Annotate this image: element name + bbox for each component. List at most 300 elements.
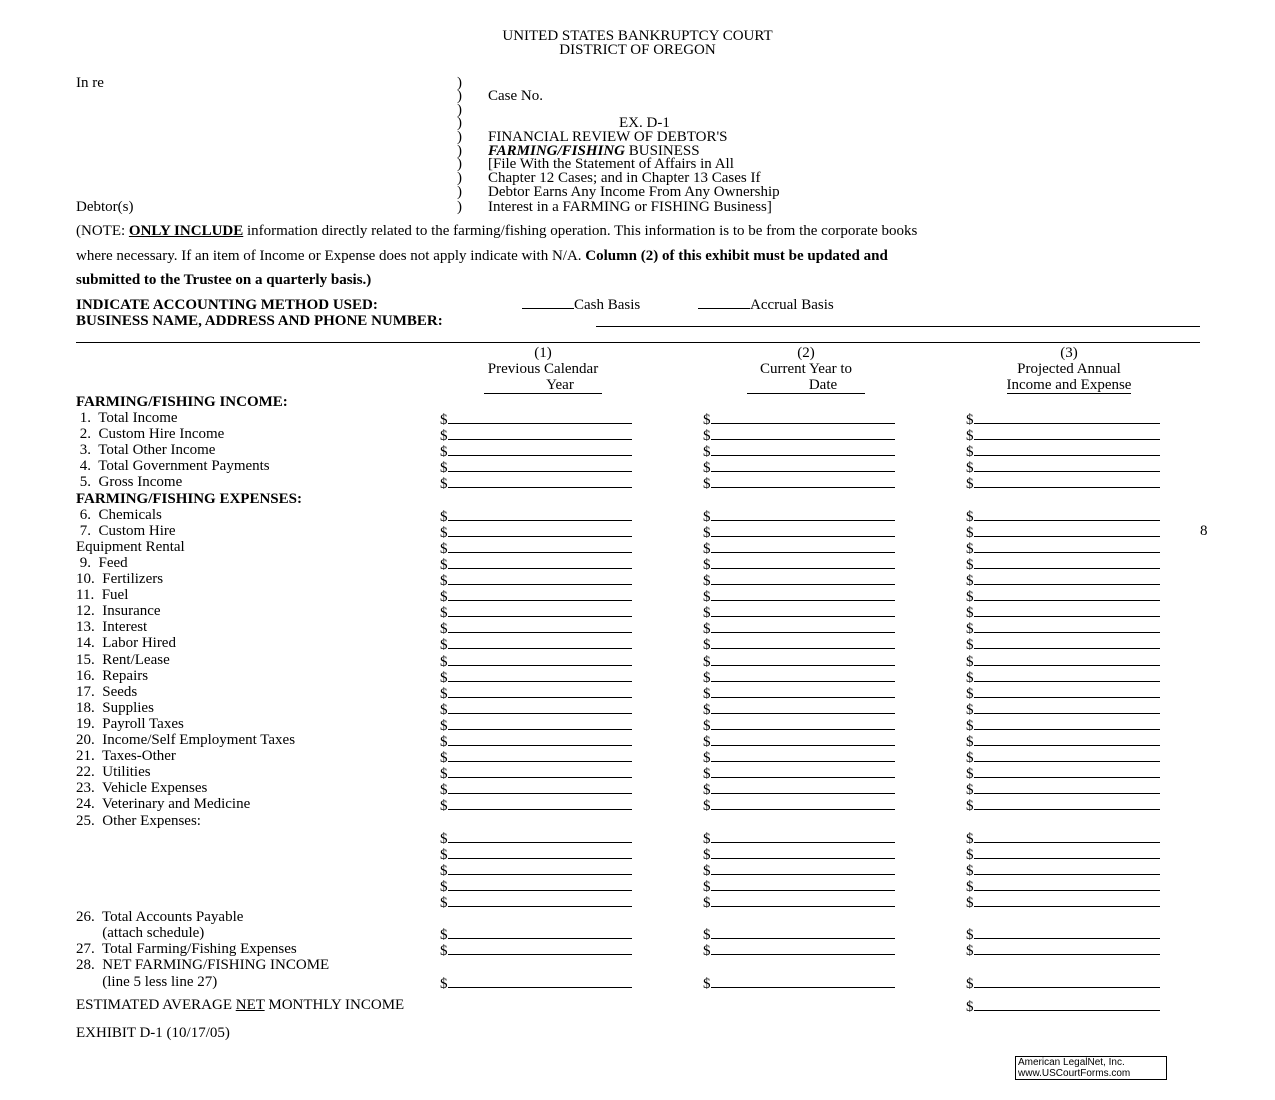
amount-field-col1[interactable]: [440, 941, 632, 959]
amount-blank[interactable]: [448, 893, 632, 907]
dollar-sign: $: [703, 895, 711, 911]
dollar-sign: $: [440, 412, 448, 428]
dollar-sign: $: [703, 412, 711, 428]
dollar-sign: $: [966, 412, 974, 428]
amount-blank[interactable]: [974, 539, 1160, 553]
amount-blank[interactable]: [448, 635, 632, 649]
amount-blank[interactable]: [974, 829, 1160, 843]
dollar-sign: $: [440, 557, 448, 573]
amount-blank[interactable]: [711, 748, 895, 762]
amount-blank[interactable]: [448, 684, 632, 698]
dollar-sign: $: [440, 976, 448, 992]
dollar-sign: $: [703, 879, 711, 895]
amount-blank[interactable]: [448, 941, 632, 955]
dollar-sign: $: [966, 718, 974, 734]
dollar-sign: $: [703, 605, 711, 621]
dollar-sign: $: [440, 943, 448, 959]
note-line2-bold: Column (2) of this exhibit must be updated and: [585, 248, 888, 264]
dollar-sign: $: [440, 573, 448, 589]
amount-blank[interactable]: [448, 619, 632, 633]
amount-blank[interactable]: [448, 571, 632, 585]
case-number-label: Case No.: [488, 88, 543, 104]
amount-blank[interactable]: [974, 925, 1160, 939]
caption-paren: ): [457, 129, 462, 145]
dollar-sign: $: [703, 863, 711, 879]
line-item-label: 14. Labor Hired: [76, 635, 176, 651]
amount-blank[interactable]: [974, 458, 1160, 472]
amount-blank[interactable]: [448, 458, 632, 472]
amount-blank[interactable]: [448, 748, 632, 762]
line-item-label: 27. Total Farming/Fishing Expenses: [76, 941, 297, 957]
amount-blank[interactable]: [711, 829, 895, 843]
caption-paren: ): [457, 75, 462, 91]
amount-blank[interactable]: [974, 861, 1160, 875]
amount-blank[interactable]: [711, 635, 895, 649]
column-2-title-line2: Date: [747, 378, 865, 394]
caption-paren: ): [457, 184, 462, 200]
dollar-sign: $: [440, 654, 448, 670]
amount-blank[interactable]: [974, 997, 1160, 1011]
form-title-rest: BUSINESS: [625, 143, 700, 159]
amount-blank[interactable]: [448, 829, 632, 843]
dollar-sign: $: [440, 734, 448, 750]
dollar-sign: $: [966, 444, 974, 460]
caption-paren: ): [457, 156, 462, 172]
amount-blank[interactable]: [711, 845, 895, 859]
line-item-label: 7. Custom Hire: [76, 523, 176, 539]
dollar-sign: $: [703, 589, 711, 605]
column-1-number: (1): [534, 345, 552, 361]
amount-blank[interactable]: [711, 732, 895, 746]
dollar-sign: $: [966, 734, 974, 750]
dollar-sign: $: [966, 557, 974, 573]
exhibit-footer: EXHIBIT D-1 (10/17/05): [76, 1025, 230, 1041]
amount-blank[interactable]: [711, 587, 895, 601]
caption-paren: ): [457, 102, 462, 118]
dollar-sign: $: [966, 798, 974, 814]
column-header-3: [966, 345, 1172, 394]
line-item-label: 20. Income/Self Employment Taxes: [76, 732, 296, 748]
dollar-sign: $: [440, 670, 448, 686]
dollar-sign: $: [440, 895, 448, 911]
amount-blank[interactable]: [974, 619, 1160, 633]
dollar-sign: $: [966, 525, 974, 541]
amount-blank[interactable]: [711, 684, 895, 698]
dollar-sign: $: [966, 621, 974, 637]
dollar-sign: $: [440, 798, 448, 814]
dollar-sign: $: [440, 605, 448, 621]
amount-blank[interactable]: [448, 410, 632, 424]
amount-blank[interactable]: [974, 877, 1160, 891]
amount-blank[interactable]: [974, 668, 1160, 682]
dollar-sign: $: [703, 637, 711, 653]
amount-blank[interactable]: [448, 925, 632, 939]
dollar-sign: $: [440, 879, 448, 895]
form-title-line1: FINANCIAL REVIEW OF DEBTOR'S: [488, 129, 728, 145]
amount-blank[interactable]: [448, 668, 632, 682]
amount-blank[interactable]: [711, 442, 895, 456]
note-only-include: ONLY INCLUDE: [128, 223, 244, 239]
dollar-sign: $: [966, 847, 974, 863]
amount-blank[interactable]: [974, 555, 1160, 569]
instructions-line1: [File With the Statement of Affairs in All: [488, 156, 734, 172]
dollar-sign: $: [966, 573, 974, 589]
line-item-label: 5. Gross Income: [76, 474, 183, 490]
dollar-sign: $: [703, 476, 711, 492]
amount-blank[interactable]: [711, 410, 895, 424]
amount-blank[interactable]: [974, 410, 1160, 424]
column-2-number: (2): [797, 345, 815, 361]
line-item-label: 28. NET FARMING/FISHING INCOME: [76, 957, 330, 973]
amount-field-col1[interactable]: [440, 893, 632, 911]
line-item-label: (attach schedule): [76, 925, 205, 941]
amount-blank[interactable]: [974, 732, 1160, 746]
amount-blank[interactable]: [974, 442, 1160, 456]
amount-field-col1[interactable]: [440, 974, 632, 992]
dollar-sign: $: [703, 444, 711, 460]
amount-blank[interactable]: [448, 845, 632, 859]
monthly-income-post: MONTHLY INCOME: [264, 997, 405, 1013]
dollar-sign: $: [703, 541, 711, 557]
monthly-income-net: NET: [235, 997, 265, 1013]
dollar-sign: $: [703, 782, 711, 798]
dollar-sign: $: [703, 509, 711, 525]
business-info-label: BUSINESS NAME, ADDRESS AND PHONE NUMBER:: [76, 313, 443, 329]
amount-blank[interactable]: [448, 555, 632, 569]
dollar-sign: $: [703, 734, 711, 750]
line-item-label: 4. Total Government Payments: [76, 458, 270, 474]
dollar-sign: $: [703, 976, 711, 992]
amount-blank[interactable]: [974, 587, 1160, 601]
amount-blank[interactable]: [448, 732, 632, 746]
dollar-sign: $: [440, 509, 448, 525]
dollar-sign: $: [440, 444, 448, 460]
caption-paren: ): [457, 170, 462, 186]
dollar-sign: $: [440, 927, 448, 943]
cash-basis-blank[interactable]: [522, 308, 574, 309]
monthly-income-label: [76, 997, 404, 1013]
amount-blank[interactable]: [711, 796, 895, 810]
dollar-sign: $: [966, 863, 974, 879]
dollar-sign: $: [966, 686, 974, 702]
dollar-sign: $: [966, 428, 974, 444]
line-item-label: (line 5 less line 27): [76, 974, 218, 990]
amount-blank[interactable]: [711, 571, 895, 585]
dollar-sign: $: [440, 847, 448, 863]
monthly-income-field[interactable]: [966, 997, 1160, 1015]
amount-blank[interactable]: [448, 764, 632, 778]
line-item-label: 25. Other Expenses:: [76, 813, 201, 829]
column-header-1: [440, 345, 646, 394]
publisher-url: www.USCourtForms.com: [1018, 1068, 1131, 1079]
line-item-label: 19. Payroll Taxes: [76, 716, 184, 732]
amount-blank[interactable]: [448, 426, 632, 440]
line-item-label: 10. Fertilizers: [76, 571, 164, 587]
line-item-label: 23. Vehicle Expenses: [76, 780, 208, 796]
dollar-sign: $: [440, 686, 448, 702]
accrual-basis-option[interactable]: [698, 297, 834, 313]
amount-blank[interactable]: [448, 442, 632, 456]
amount-blank[interactable]: [974, 603, 1160, 617]
expense-section-header: FARMING/FISHING EXPENSES:: [76, 491, 302, 507]
dollar-sign: $: [966, 460, 974, 476]
dollar-sign: $: [703, 702, 711, 718]
publisher-box: [1015, 1056, 1167, 1080]
amount-field-col2[interactable]: [703, 941, 895, 959]
dollar-sign: $: [966, 766, 974, 782]
dollar-sign: $: [966, 831, 974, 847]
amount-blank[interactable]: [448, 507, 632, 521]
dollar-sign: $: [440, 460, 448, 476]
line-item-label: 6. Chemicals: [76, 507, 162, 523]
note-line3: submitted to the Trustee on a quarterly basis.): [76, 272, 372, 288]
dollar-sign: $: [703, 621, 711, 637]
amount-blank[interactable]: [974, 845, 1160, 859]
amount-blank[interactable]: [974, 426, 1160, 440]
line-item-label: 26. Total Accounts Payable: [76, 909, 244, 925]
court-name: UNITED STATES BANKRUPTCY COURT: [502, 28, 773, 44]
accrual-basis-blank[interactable]: [698, 308, 750, 309]
court-district: DISTRICT OF OREGON: [559, 42, 716, 58]
amount-field-col2[interactable]: [703, 474, 895, 492]
dollar-sign: $: [703, 750, 711, 766]
amount-blank[interactable]: [974, 652, 1160, 666]
amount-blank[interactable]: [711, 668, 895, 682]
business-info-field-line1[interactable]: [596, 326, 1200, 327]
dollar-sign: $: [966, 605, 974, 621]
instructions-line4: Interest in a FARMING or FISHING Business]: [488, 199, 772, 215]
amount-blank[interactable]: [448, 877, 632, 891]
dollar-sign: $: [440, 750, 448, 766]
amount-blank[interactable]: [711, 893, 895, 907]
amount-blank[interactable]: [711, 458, 895, 472]
column-2-title-line1: Current Year to: [759, 361, 853, 377]
dollar-sign: $: [703, 670, 711, 686]
accounting-method-label: INDICATE ACCOUNTING METHOD USED:: [76, 297, 378, 313]
amount-blank[interactable]: [711, 861, 895, 875]
monthly-income-pre: ESTIMATED AVERAGE: [76, 997, 236, 1013]
amount-blank[interactable]: [711, 716, 895, 730]
business-info-field-line2[interactable]: [76, 342, 1200, 343]
caption-paren: ): [457, 199, 462, 215]
dollar-sign: $: [703, 573, 711, 589]
dollar-sign: $: [966, 999, 974, 1015]
column-3-number: (3): [1060, 345, 1078, 361]
amount-blank[interactable]: [711, 877, 895, 891]
note-line2-plain: where necessary. If an item of Income or Expense does not apply indicate with N/A.: [76, 248, 586, 264]
amount-blank[interactable]: [974, 716, 1160, 730]
note-line2: [76, 248, 888, 264]
amount-blank[interactable]: [448, 603, 632, 617]
dollar-sign: $: [703, 557, 711, 573]
amount-blank[interactable]: [974, 635, 1160, 649]
amount-blank[interactable]: [974, 796, 1160, 810]
line-item-label: 9. Feed: [76, 555, 128, 571]
amount-blank[interactable]: [711, 555, 895, 569]
dollar-sign: $: [966, 509, 974, 525]
amount-field-col3[interactable]: [966, 893, 1160, 911]
dollar-sign: $: [703, 943, 711, 959]
dollar-sign: $: [440, 863, 448, 879]
dollar-sign: $: [966, 541, 974, 557]
note-line1-rest: information directly related to the farming/fishing operation. This information is to be from the corporate books: [243, 223, 918, 239]
amount-blank[interactable]: [448, 587, 632, 601]
amount-blank[interactable]: [711, 700, 895, 714]
debtors-label: Debtor(s): [76, 199, 134, 215]
margin-note: 8: [1200, 523, 1208, 539]
dollar-sign: $: [440, 637, 448, 653]
amount-blank[interactable]: [711, 603, 895, 617]
line-item-label: 12. Insurance: [76, 603, 161, 619]
line-item-label: 22. Utilities: [76, 764, 151, 780]
amount-blank[interactable]: [711, 474, 895, 488]
amount-blank[interactable]: [448, 780, 632, 794]
instructions-line3: Debtor Earns Any Income From Any Ownership: [488, 184, 780, 200]
caption-paren: ): [457, 143, 462, 159]
dollar-sign: $: [966, 879, 974, 895]
amount-blank[interactable]: [711, 925, 895, 939]
amount-blank[interactable]: [974, 974, 1160, 988]
amount-field-col2[interactable]: [703, 893, 895, 911]
dollar-sign: $: [966, 589, 974, 605]
amount-blank[interactable]: [974, 523, 1160, 537]
amount-blank[interactable]: [711, 507, 895, 521]
amount-blank[interactable]: [974, 748, 1160, 762]
amount-blank[interactable]: [974, 764, 1160, 778]
amount-field-col1[interactable]: [440, 474, 632, 492]
amount-blank[interactable]: [448, 523, 632, 537]
amount-field-col3[interactable]: [966, 474, 1160, 492]
amount-blank[interactable]: [711, 764, 895, 778]
dollar-sign: $: [440, 428, 448, 444]
line-item-label: 13. Interest: [76, 619, 148, 635]
exhibit-id: EX. D-1: [619, 115, 670, 131]
dollar-sign: $: [440, 702, 448, 718]
line-item-label: Equipment Rental: [76, 539, 185, 555]
dollar-sign: $: [966, 782, 974, 798]
dollar-sign: $: [440, 621, 448, 637]
dollar-sign: $: [703, 428, 711, 444]
amount-field-col1[interactable]: [440, 796, 632, 814]
dollar-sign: $: [966, 476, 974, 492]
dollar-sign: $: [440, 589, 448, 605]
amount-blank[interactable]: [448, 861, 632, 875]
amount-blank[interactable]: [711, 426, 895, 440]
dollar-sign: $: [703, 686, 711, 702]
dollar-sign: $: [966, 976, 974, 992]
caption-paren: ): [457, 88, 462, 104]
amount-blank[interactable]: [448, 700, 632, 714]
amount-blank[interactable]: [974, 700, 1160, 714]
line-item-label: 15. Rent/Lease: [76, 652, 170, 668]
amount-blank[interactable]: [974, 474, 1160, 488]
dollar-sign: $: [703, 718, 711, 734]
amount-blank[interactable]: [974, 571, 1160, 585]
dollar-sign: $: [966, 654, 974, 670]
line-item-label: 17. Seeds: [76, 684, 138, 700]
amount-field-col2[interactable]: [703, 974, 895, 992]
line-item-label: 3. Total Other Income: [76, 442, 216, 458]
amount-blank[interactable]: [974, 893, 1160, 907]
amount-blank[interactable]: [711, 619, 895, 633]
amount-field-col2[interactable]: [703, 796, 895, 814]
dollar-sign: $: [703, 798, 711, 814]
amount-field-col3[interactable]: [966, 635, 1160, 653]
in-re-label: In re: [76, 75, 104, 91]
court-header: [0, 28, 1275, 58]
amount-blank[interactable]: [711, 780, 895, 794]
amount-blank[interactable]: [711, 652, 895, 666]
instructions-line2: Chapter 12 Cases; and in Chapter 13 Cases If: [488, 170, 761, 186]
amount-blank[interactable]: [974, 507, 1160, 521]
dollar-sign: $: [440, 718, 448, 734]
cash-basis-label: Cash Basis: [574, 297, 641, 313]
note-prefix: (NOTE:: [76, 223, 129, 239]
accrual-basis-label: Accrual Basis: [750, 297, 834, 313]
amount-blank[interactable]: [448, 652, 632, 666]
amount-blank[interactable]: [448, 796, 632, 810]
amount-blank[interactable]: [448, 474, 632, 488]
line-item-label: 2. Custom Hire Income: [76, 426, 225, 442]
dollar-sign: $: [966, 750, 974, 766]
dollar-sign: $: [703, 654, 711, 670]
dollar-sign: $: [966, 702, 974, 718]
dollar-sign: $: [703, 831, 711, 847]
amount-blank[interactable]: [711, 941, 895, 955]
amount-blank[interactable]: [448, 974, 632, 988]
line-item-label: 21. Taxes-Other: [76, 748, 176, 764]
line-item-label: 18. Supplies: [76, 700, 154, 716]
amount-blank[interactable]: [711, 539, 895, 553]
dollar-sign: $: [440, 541, 448, 557]
amount-blank[interactable]: [711, 523, 895, 537]
column-3-title-line1: Projected Annual: [1017, 361, 1121, 377]
dollar-sign: $: [703, 766, 711, 782]
dollar-sign: $: [966, 637, 974, 653]
amount-blank[interactable]: [448, 539, 632, 553]
amount-blank[interactable]: [974, 684, 1160, 698]
line-item-label: 1. Total Income: [76, 410, 178, 426]
line-item-label: 24. Veterinary and Medicine: [76, 796, 251, 812]
amount-blank[interactable]: [974, 780, 1160, 794]
column-1-title-line1: Previous Calendar: [487, 361, 599, 377]
line-item-label: 11. Fuel: [76, 587, 129, 603]
dollar-sign: $: [440, 476, 448, 492]
amount-field-col2[interactable]: [703, 635, 895, 653]
column-3-title-line2: Income and Expense: [1006, 377, 1132, 393]
amount-field-col3[interactable]: [966, 796, 1160, 814]
dollar-sign: $: [966, 927, 974, 943]
dollar-sign: $: [440, 525, 448, 541]
note-line1: [76, 223, 917, 239]
dollar-sign: $: [440, 831, 448, 847]
column-header-2: [703, 345, 909, 394]
cash-basis-option[interactable]: [522, 297, 640, 313]
dollar-sign: $: [966, 670, 974, 686]
dollar-sign: $: [966, 943, 974, 959]
amount-blank[interactable]: [448, 716, 632, 730]
amount-field-col3[interactable]: [966, 974, 1160, 992]
dollar-sign: $: [703, 847, 711, 863]
form-title-italic: FARMING/FISHING: [488, 143, 625, 159]
amount-blank[interactable]: [974, 941, 1160, 955]
dollar-sign: $: [966, 895, 974, 911]
amount-field-col1[interactable]: [440, 635, 632, 653]
amount-field-col3[interactable]: [966, 941, 1160, 959]
publisher-name: American LegalNet, Inc.: [1018, 1057, 1125, 1068]
amount-blank[interactable]: [711, 974, 895, 988]
dollar-sign: $: [703, 525, 711, 541]
